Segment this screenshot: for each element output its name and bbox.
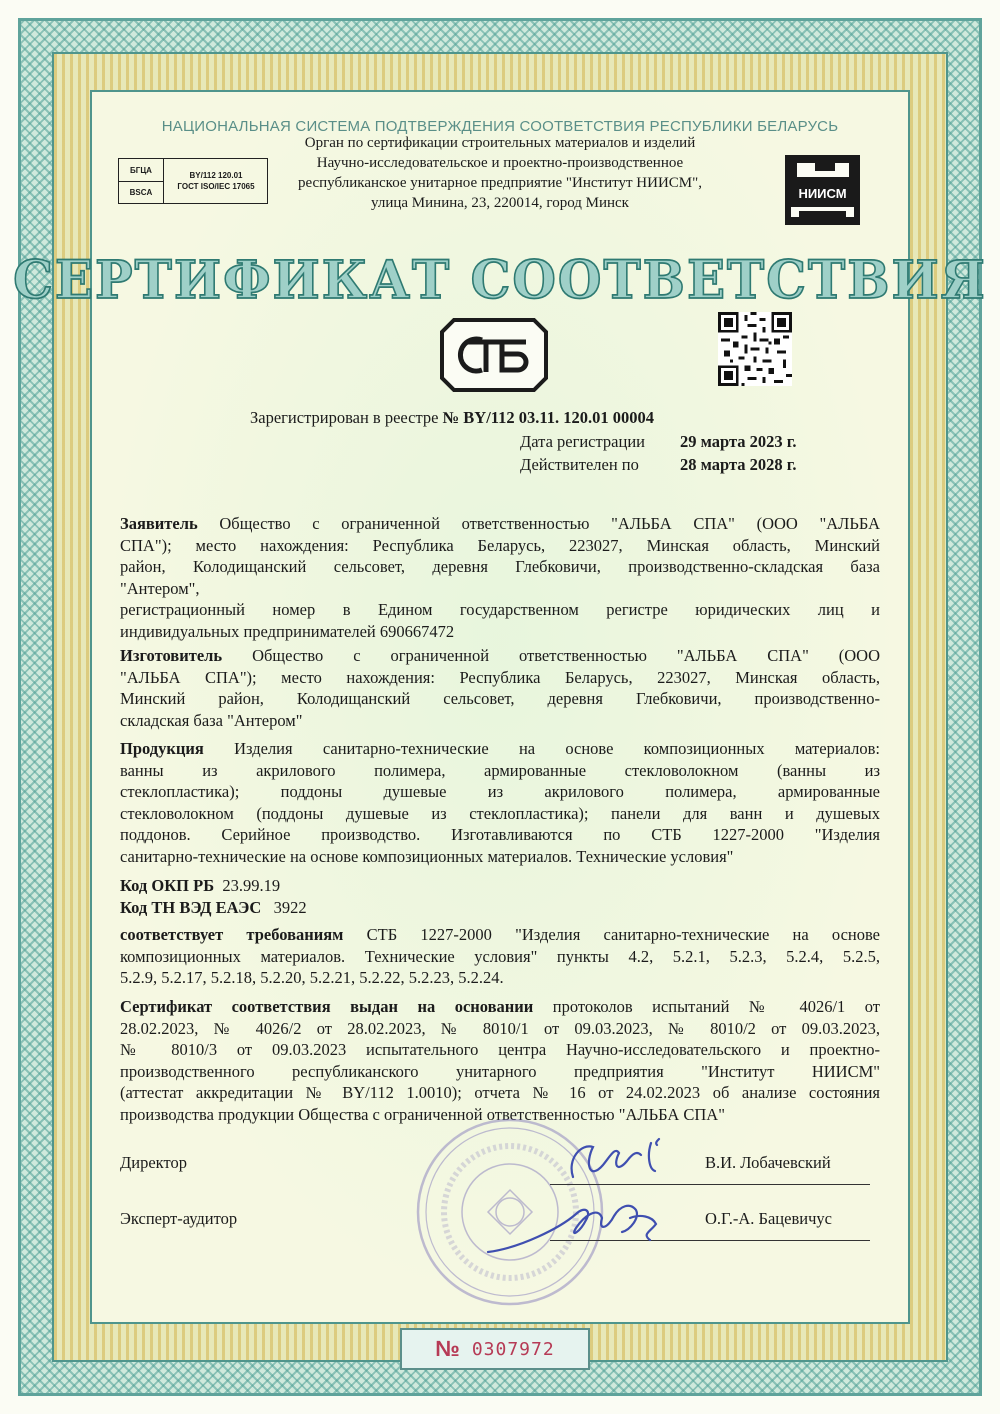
director-signature <box>555 1125 685 1195</box>
okp-code-label: Код ОКП РБ <box>120 876 215 895</box>
manufacturer-text-4: складская база "Антером" <box>120 710 303 730</box>
basis-section <box>120 996 880 1125</box>
basis-label: Сертификат соответствия выдан на основании <box>120 997 534 1016</box>
applicant-label: Заявитель <box>120 514 198 533</box>
okp-code-line <box>120 876 280 896</box>
manufacturer-section <box>120 645 880 731</box>
accreditation-badge <box>118 158 268 204</box>
registry-line <box>250 408 654 428</box>
badge-number: BY/112 120.01 <box>189 171 243 180</box>
valid-until-label: Действителен по <box>520 455 639 474</box>
basis-text-4: производственного республиканского унитарного предприятия "Институт НИИСМ" <box>120 1061 880 1081</box>
applicant-text-6: индивидуальных предпринимателей 690667472 <box>120 621 455 641</box>
product-text-4: стекловолокном (поддоны душевые из стеклопластика); панели для ванн и душевых <box>120 803 880 823</box>
conformity-text-1: СТБ 1227-2000 "Изделия санитарно-технические на основе <box>343 925 880 944</box>
tnved-code-line <box>120 898 307 918</box>
national-system-heading: НАЦИОНАЛЬНАЯ СИСТЕМА ПОДТВЕРЖДЕНИЯ СООТВЕТСТВИЯ РЕСПУБЛИКИ БЕЛАРУСЬ <box>161 118 839 135</box>
conformity-label: соответствует требованиям <box>120 925 344 944</box>
qr-code <box>718 312 792 386</box>
manufacturer-text-1: Общество с ограниченной ответственностью "АЛЬБА СПА" (ООО <box>222 646 880 665</box>
applicant-text-3: район, Колодищанский сельсовет, деревня Глебковичи, производственно-складская база <box>120 557 880 576</box>
issuing-body-line-2: Научно-исследовательское и проектно-производственное <box>316 155 684 171</box>
product-section <box>120 738 880 867</box>
issuing-body-line-4: улица Минина, 23, 220014, город Минск <box>371 195 629 211</box>
manufacturer-label: Изготовитель <box>120 646 223 665</box>
badge-standard: ГОСТ ISO/IEC 17065 <box>177 182 255 191</box>
valid-until-value: 28 марта 2028 г. <box>680 455 797 474</box>
conformity-text-2: композиционных материалов. Технические условия" пункты 4.2, 5.2.1, 5.2.3, 5.2.4, 5.2.5, <box>120 946 880 966</box>
manufacturer-text-3: Минский район, Колодищанский сельсовет, деревня Глебковичи, производственно- <box>120 689 880 708</box>
registration-date-label: Дата регистрации <box>520 432 645 451</box>
applicant-text-2: СПА"); место нахождения: Республика Беларусь, 223027, Минская область, Минский <box>120 535 880 555</box>
issuing-body-line-3: республиканское унитарное предприятие "Институт НИИСМ", <box>297 175 703 191</box>
basis-text-6: производства продукции Общества с ограниченной ответственностью "АЛЬБА СПА" <box>120 1104 725 1124</box>
badge-bsca-text: BSCA <box>129 187 153 197</box>
tnved-code-value: 3922 <box>273 898 307 917</box>
serial-number-value: 0307972 <box>471 1338 555 1360</box>
registration-date-value: 29 марта 2023 г. <box>680 432 797 451</box>
basis-text-3: № 8010/3 от 09.03.2023 испытательного центра Научно-исследовательского и проектно- <box>120 1040 880 1059</box>
director-name: В.И. Лобачевский <box>705 1153 831 1172</box>
tnved-code-label: Код ТН ВЭД ЕАЭС <box>120 898 262 917</box>
product-text-2: ванны из акрилового полимера, армированные стекловолокном (ванны из <box>120 760 880 780</box>
auditor-signature <box>480 1188 670 1268</box>
applicant-text-4: "Антером", <box>120 578 200 598</box>
product-text-1: Изделия санитарно-технические на основе композиционных материалов: <box>203 739 880 758</box>
issuing-body-line-1: Орган по сертификации строительных материалов и изделий <box>304 135 696 151</box>
auditor-name: О.Г.-А. Бацевичус <box>705 1209 832 1228</box>
basis-text-2: 28.02.2023, № 4026/2 от 28.02.2023, № 8010/1 от 09.03.2023, № 8010/2 от 09.03.2023, <box>120 1018 880 1038</box>
niism-logo <box>785 155 860 225</box>
registry-number: № BY/112 03.11. 120.01 00004 <box>442 408 654 427</box>
badge-bgca-text: БГЦА <box>119 159 163 182</box>
applicant-text-1: Общество с ограниченной ответственностью "АЛЬБА СПА" (ООО "АЛЬБА <box>197 514 880 533</box>
director-label: Директор <box>120 1153 187 1172</box>
registry-label: Зарегистрирован в реестре <box>250 408 439 427</box>
niism-logo-text: НИИСМ <box>798 186 847 201</box>
badge-accreditation-text <box>163 159 268 203</box>
product-label: Продукция <box>120 739 204 758</box>
applicant-text-5: регистрационный номер в Едином государственном регистре юридических лиц и <box>120 600 880 619</box>
certificate-title: СЕРТИФИКАТ СООТВЕТСТВИЯ <box>13 248 987 311</box>
conformity-section <box>120 924 880 989</box>
basis-text-5: (аттестат аккредитации № BY/112 1.0010); отчета № 16 от 24.02.2023 об анализе состояния <box>120 1083 880 1102</box>
manufacturer-text-2: "АЛЬБА СПА"); место нахождения: Республика Беларусь, 223027, Минская область, <box>120 667 880 687</box>
auditor-label: Эксперт-аудитор <box>120 1209 238 1228</box>
product-text-6: санитарно-технические на основе композиционных материалов. Технические условия" <box>120 846 734 866</box>
applicant-section <box>120 513 880 642</box>
basis-text-1: протоколов испытаний № 4026/1 от <box>533 997 880 1016</box>
conformity-text-3: 5.2.9, 5.2.17, 5.2.18, 5.2.20, 5.2.21, 5.2.22, 5.2.23, 5.2.24. <box>120 968 504 987</box>
product-text-3: стеклопластика); поддоны душевые из акрилового полимера, армированные <box>120 782 880 801</box>
certificate-serial-number <box>400 1328 590 1370</box>
okp-code-value: 23.99.19 <box>222 876 281 895</box>
product-text-5: поддонов. Серийное производство. Изготавливаются по СТБ 1227-2000 "Изделия <box>120 825 880 844</box>
serial-number-symbol: № <box>435 1336 460 1361</box>
stb-conformity-mark <box>440 318 548 392</box>
